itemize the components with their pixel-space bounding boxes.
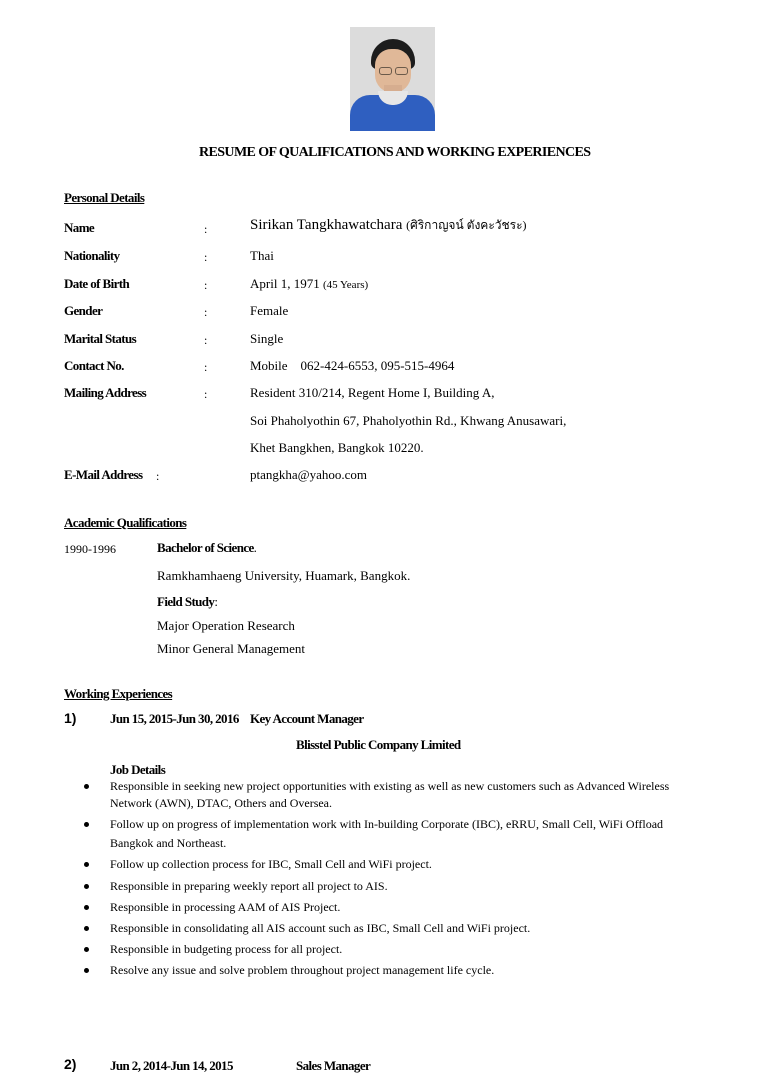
- bullet-dot: [84, 968, 89, 973]
- bullet-dot: [84, 822, 89, 827]
- gender-value: Female: [250, 303, 289, 318]
- name-value: [250, 216, 527, 235]
- job2-period: Jun 2, 2014-Jun 14, 2015: [110, 1058, 233, 1073]
- bullet-dot: [84, 947, 89, 952]
- bullet-dot: [84, 884, 89, 889]
- bullet-dot: [84, 784, 89, 789]
- dob-value-age: (45 Years): [322, 279, 369, 291]
- marital-status-colon: :: [204, 333, 208, 347]
- field-study-label: Field Study: [157, 594, 215, 609]
- job1-bullet-8: Resolve any issue and solve problem throughout project management life cycle.: [110, 963, 495, 977]
- dob-value-date: April 1, 1971: [250, 276, 320, 291]
- photo-glasses-left: [379, 67, 392, 75]
- dob-label: Date of Birth: [64, 276, 130, 291]
- name-label: Name: [64, 220, 95, 235]
- name-value-text: Sirikan Tangkhawatchara: [250, 217, 403, 233]
- university: Ramkhamhaeng University, Huamark, Bangkok.: [157, 568, 411, 583]
- dob-colon: :: [204, 278, 208, 292]
- photo-glasses-right: [395, 67, 408, 75]
- job1-company: Blisstel Public Company Limited: [296, 737, 461, 752]
- address-line-1: Resident 310/214, Regent Home I, Building A,: [250, 385, 495, 400]
- degree: [157, 540, 257, 556]
- major: Major Operation Research: [157, 618, 295, 633]
- job1-bullet-5: Responsible in processing AAM of AIS Project.: [110, 900, 341, 914]
- personal-details-heading: Personal Details: [64, 190, 145, 205]
- academic-years: 1990-1996: [64, 542, 116, 556]
- contact-value: Mobile 062-424-6553, 095-515-4964: [250, 358, 455, 373]
- academic-heading: Academic Qualifications: [64, 515, 187, 530]
- email-label: E-Mail Address: [64, 467, 143, 482]
- job1-bullet-7: Responsible in budgeting process for all project.: [110, 942, 343, 956]
- job1-period: Jun 15, 2015-Jun 30, 2016: [110, 711, 239, 726]
- nationality-value: Thai: [250, 248, 274, 263]
- marital-status-label: Marital Status: [64, 331, 137, 346]
- job1-bullet-6: Responsible in consolidating all AIS account such as IBC, Small Cell and WiFi project.: [110, 921, 531, 935]
- profile-photo: [350, 27, 435, 131]
- document-title: RESUME OF QUALIFICATIONS AND WORKING EXPERIENCES: [199, 145, 591, 160]
- name-colon: :: [204, 222, 208, 236]
- email-colon: :: [156, 469, 160, 483]
- minor: Minor General Management: [157, 641, 306, 656]
- job1-bullet-4: Responsible in preparing weekly report all project to AIS.: [110, 879, 388, 893]
- contact-colon: :: [204, 360, 208, 374]
- job1-number: 1): [64, 710, 77, 726]
- dob-value: [250, 276, 368, 292]
- job1-bullet-2-line-2: Bangkok and Northeast.: [110, 836, 227, 850]
- job2-number: 2): [64, 1056, 77, 1072]
- mailing-address-colon: :: [204, 387, 208, 401]
- job1-position: Key Account Manager: [250, 711, 364, 726]
- job1-bullet-1-line-1: Responsible in seeking new project opportunities with existing as well as new customers such as Advanced Wireless: [110, 779, 670, 793]
- contact-label: Contact No.: [64, 358, 124, 373]
- degree-suffix: .: [253, 540, 257, 555]
- nationality-colon: :: [204, 250, 208, 264]
- bullet-dot: [84, 926, 89, 931]
- marital-status-value: Single: [250, 331, 284, 346]
- nationality-label: Nationality: [64, 248, 120, 263]
- degree-name: Bachelor of Science: [157, 540, 254, 555]
- bullet-dot: [84, 905, 89, 910]
- job2-position: Sales Manager: [296, 1058, 371, 1073]
- job1-bullet-3: Follow up collection process for IBC, Small Cell and WiFi project.: [110, 857, 432, 871]
- work-heading: Working Experiences: [64, 686, 173, 701]
- mailing-address-label: Mailing Address: [64, 385, 147, 400]
- job1-bullet-2-line-1: Follow up on progress of implementation work with In-building Corporate (IBC), eRRU, Small Cell, WiFi Offload: [110, 817, 664, 831]
- job1-details-label: Job Details: [110, 762, 166, 777]
- address-line-2: Soi Phaholyothin 67, Phaholyothin Rd., Khwang Anusawari,: [250, 413, 567, 428]
- address-line-3: Khet Bangkhen, Bangkok 10220.: [250, 440, 424, 455]
- gender-colon: :: [204, 305, 208, 319]
- field-study: [157, 594, 218, 610]
- gender-label: Gender: [64, 303, 103, 318]
- field-study-suffix: :: [214, 594, 218, 609]
- name-value-thai: (ศิริกาญจน์ ตังคะวัชระ): [406, 218, 527, 232]
- bullet-dot: [84, 862, 89, 867]
- job1-bullet-1-line-2: Network (AWN), DTAC, Others and Oversea.: [110, 796, 333, 810]
- email-value: ptangkha@yahoo.com: [250, 467, 368, 482]
